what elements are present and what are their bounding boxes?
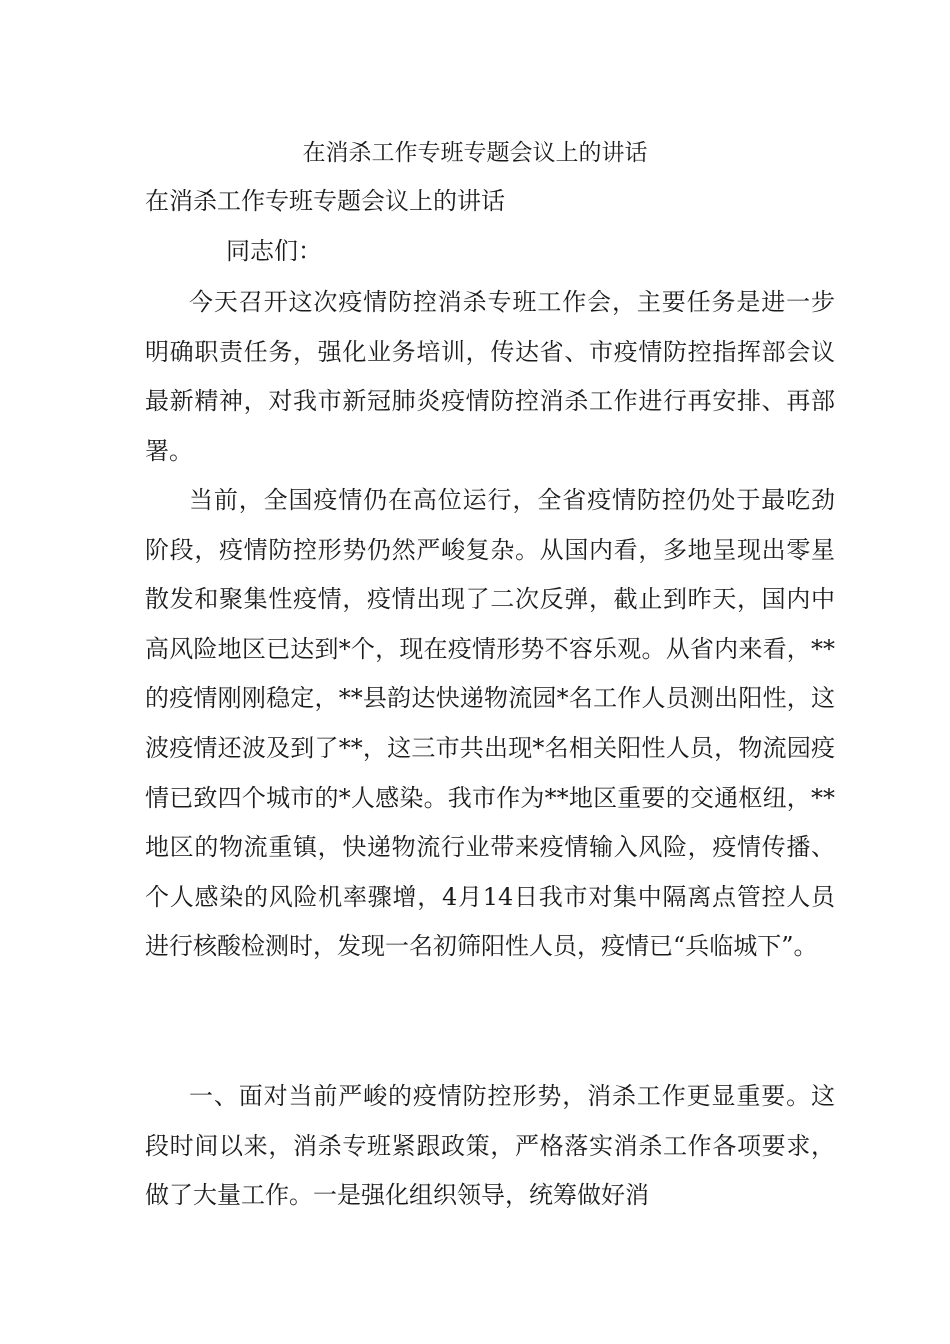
paragraph-section-one: 一、面对当前严峻的疫情防控形势，消杀工作更显重要。这段时间以来，消杀专班紧跟政策，严格落实消杀工作各项要求，做了大量工作。一是强化组织领导，统筹做好消 <box>145 1082 835 1210</box>
document-title: 在消杀工作专班专题会议上的讲话 <box>302 140 648 166</box>
document-subtitle: 在消杀工作专班专题会议上的讲话 <box>145 187 505 215</box>
paragraph-opening: 今天召开这次疫情防控消杀专班工作会，主要任务是进一步明确职责任务，强化业务培训，传达省、市疫情防控指挥部会议最新精神，对我市新冠肺炎疫情防控消杀工作进行再安排、再部署。 <box>145 288 835 465</box>
paragraph-situation: 当前，全国疫情仍在高位运行，全省疫情防控仍处于最吃劲阶段，疫情防控形势仍然严峻复杂。从国内看，多地呈现出零星散发和聚集性疫情，疫情出现了二次反弹，截止到昨天，国内中高风险地区已达到*个，现在疫情形势不容乐观。从省内来看，**的疫情刚刚稳定，**县韵达快递物流园*名工作人员测出阳性，这波疫情还波及到了**，这三市共出现*名相关阳性人员，物流园疫情已致四个城市的*人感染。我市作为**地区重要的交通枢纽，**地区的物流重镇，快递物流行业带来疫情输入风险，疫情传播、个人感染的风险机率骤增，4月14日我市对集中隔离点管控人员进行核酸检测时，发现一名初筛阳性人员，疫情已“兵临城下”。 <box>145 486 835 961</box>
salutation: 同志们： <box>226 237 322 265</box>
